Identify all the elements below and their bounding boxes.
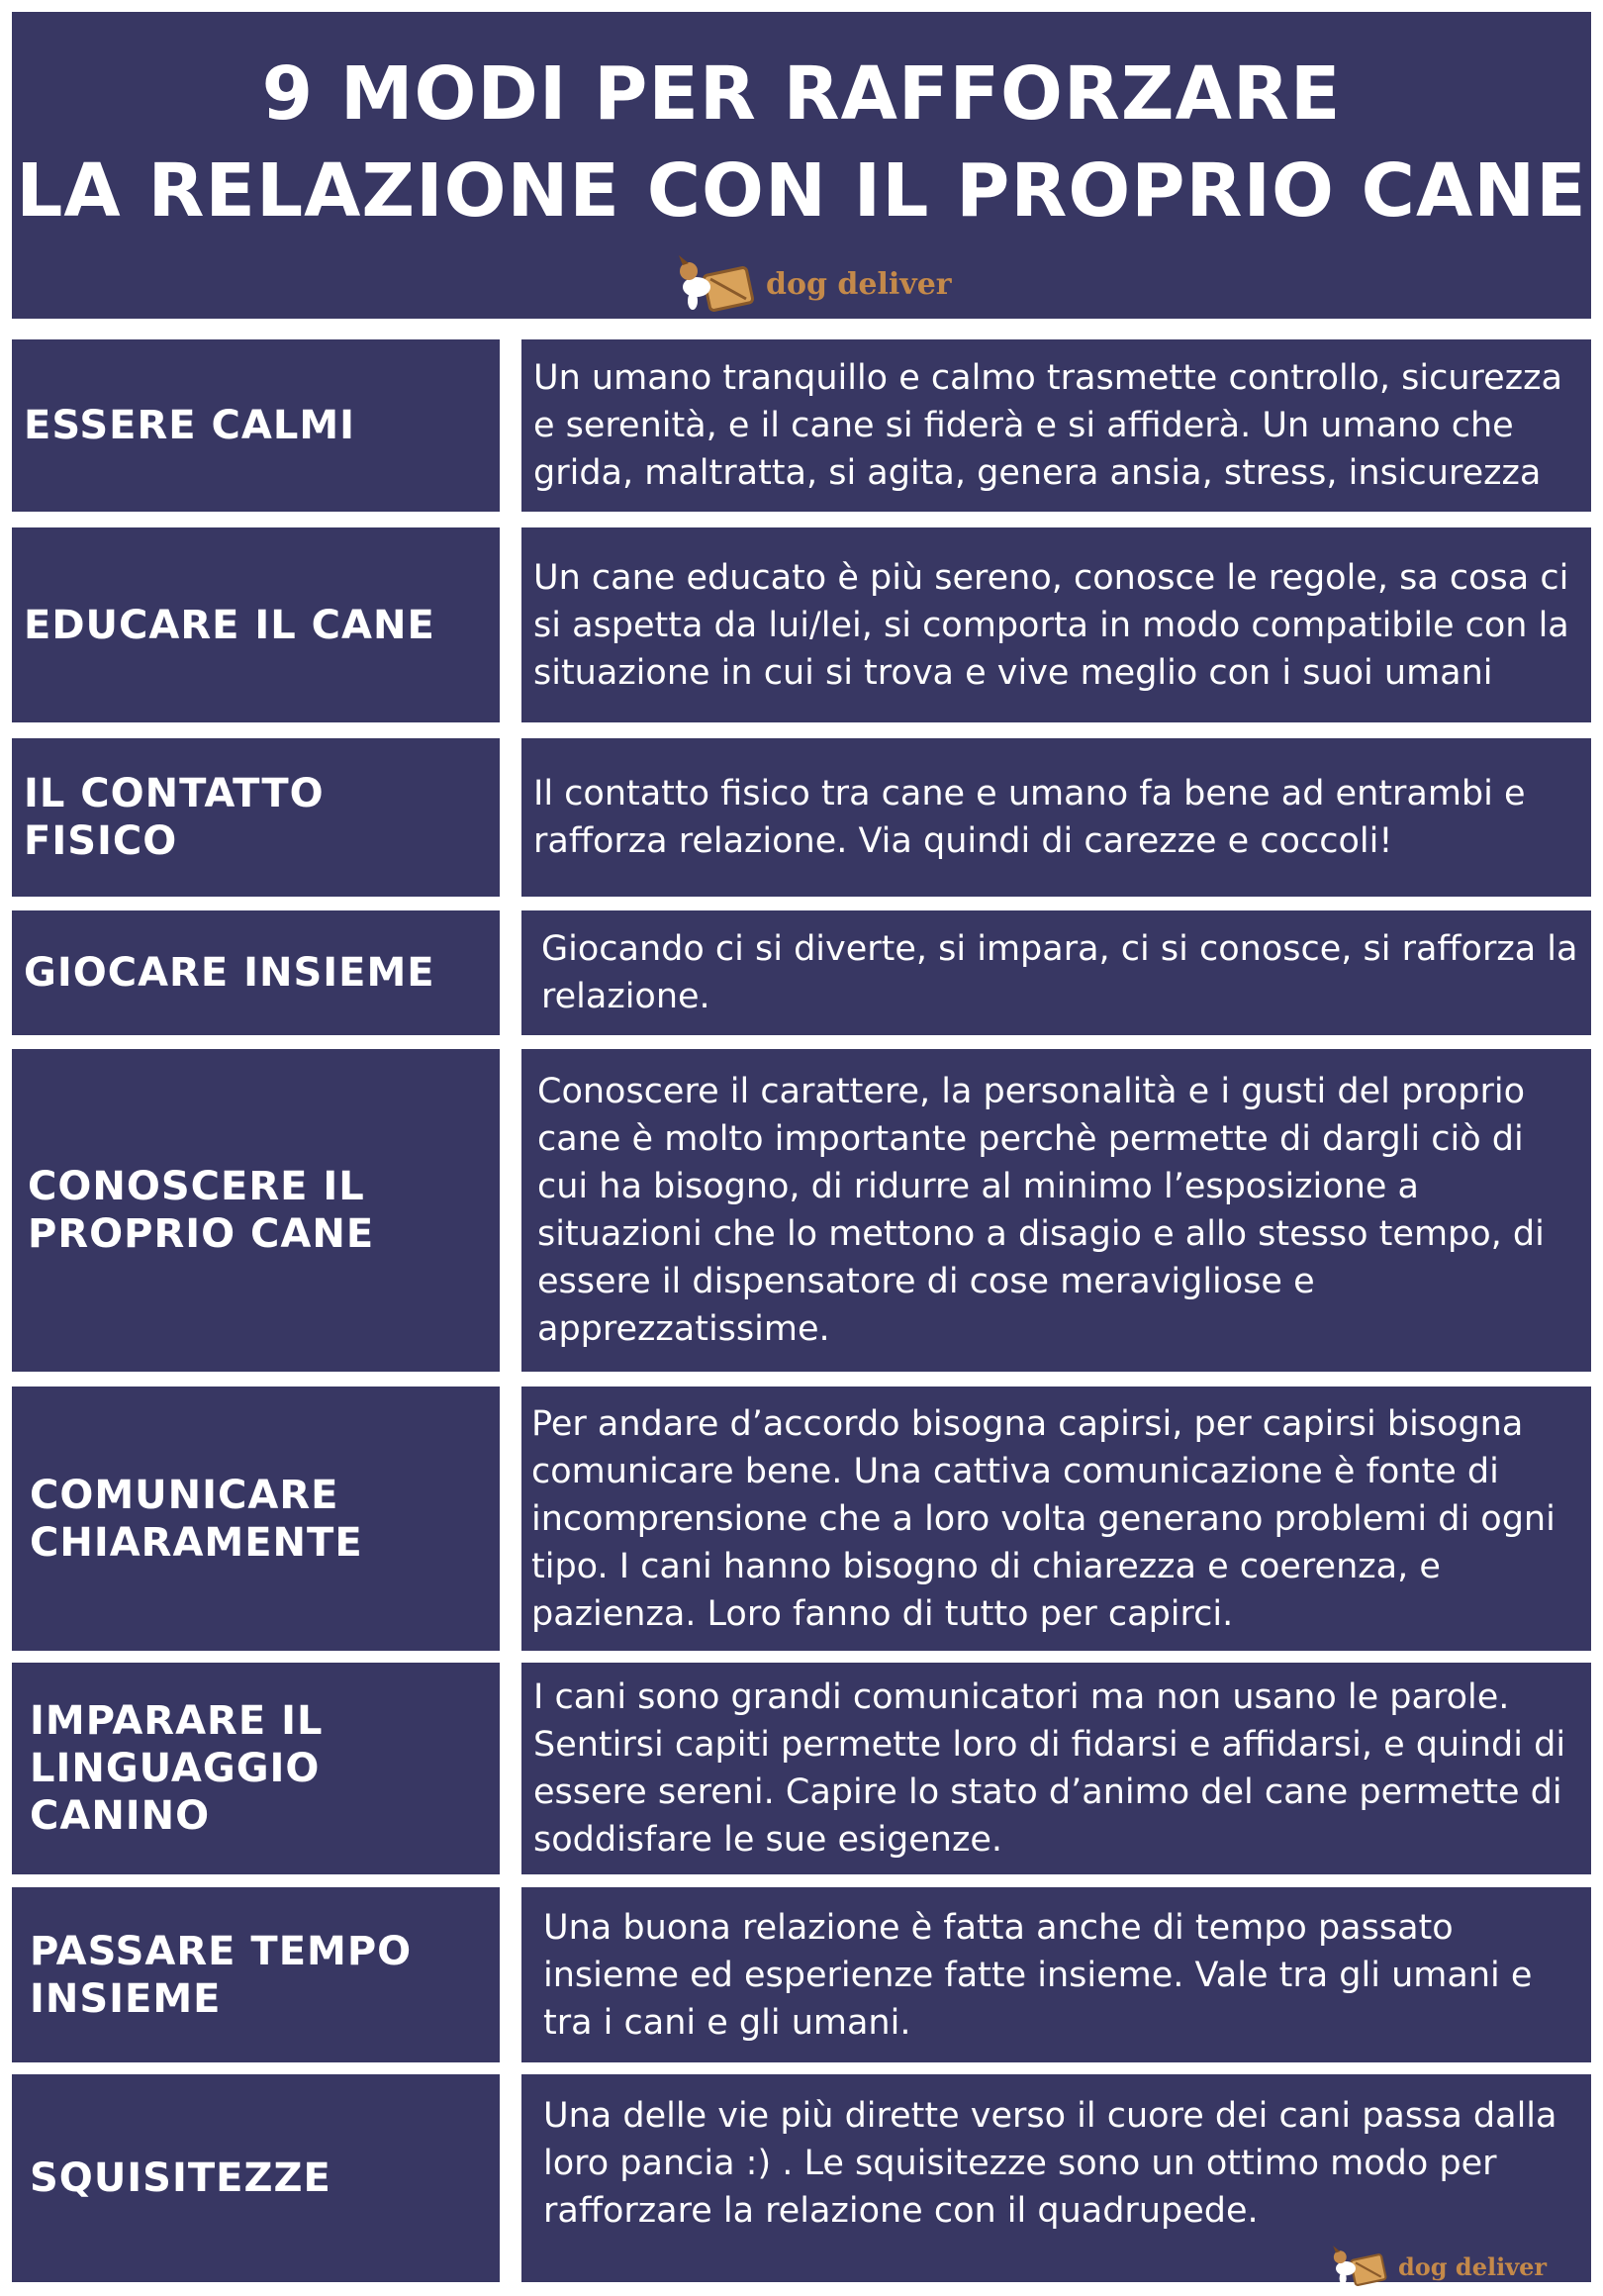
- row-desc-contatto-fisico: [521, 738, 1591, 897]
- row-desc-text: Una buona relazione è fatta anche di tempo passato insieme ed esperienze fatte insieme. Vale tra gli umani e tra i cani e gli umani.: [543, 1907, 1533, 2043]
- row-label-text: GIOCARE INSIEME: [24, 950, 435, 996]
- row-desc-conoscere-il-proprio-cane: [521, 1049, 1591, 1372]
- row-desc-text: Una delle vie più dirette verso il cuore dei cani passa dalla loro pancia :) . Le squisitezze sono un ottimo modo per rafforzare la relazione con il quadrupede.: [543, 2096, 1557, 2231]
- title-line-1: 9 MODI PER RAFFORZARE: [261, 51, 1342, 137]
- row-label-comunicare-chiaramente: [12, 1387, 500, 1651]
- row-label-giocare-insieme: [12, 910, 500, 1035]
- row-label-text: EDUCARE IL CANE: [24, 602, 435, 648]
- row-label-text: CONOSCERE IL PROPRIO CANE: [28, 1164, 375, 1257]
- row-desc-giocare-insieme: [521, 910, 1591, 1035]
- row-label-conoscere-il-proprio-cane: [12, 1049, 500, 1372]
- title-line-2: LA RELAZIONE CON IL PROPRIO CANE: [16, 148, 1587, 234]
- row-desc-text: Il contatto fisico tra cane e umano fa bene ad entrambi e rafforza relazione. Via quindi di carezze e coccoli!: [533, 774, 1526, 861]
- footer-logo: [1331, 2242, 1547, 2291]
- row-label-text: ESSERE CALMI: [24, 403, 356, 448]
- row-desc-passare-tempo-insieme: [521, 1887, 1591, 2062]
- row-desc-comunicare-chiaramente: [521, 1387, 1591, 1651]
- row-desc-imparare-il-linguaggio-canino: [521, 1663, 1591, 1874]
- dog-logo-icon: [677, 249, 758, 319]
- row-desc-text: I cani sono grandi comunicatori ma non usano le parole. Sentirsi capiti permette loro di fidarsi e affidarsi, e quindi di essere sereni. Capire lo stato d’animo del cane permette di soddisfare le sue esigenze.: [533, 1677, 1566, 1860]
- header-panel: [12, 12, 1591, 319]
- row-label-text: IL CONTATTO FISICO: [24, 771, 325, 864]
- row-label-squisitezze: [12, 2074, 500, 2282]
- footer-brand-text: dog deliver: [1398, 2251, 1548, 2281]
- row-label-text: PASSARE TEMPO INSIEME: [30, 1928, 413, 2022]
- row-desc-text: Per andare d’accordo bisogna capirsi, per capirsi bisogna comunicare bene. Una cattiva comunicazione è fonte di incomprensione che a loro volta generano problemi di ogni tipo. I cani hanno bisogno di chiarezza e coerenza, e pazienza. Loro fanno di tutto per capirci.: [531, 1403, 1556, 1634]
- row-desc-essere-calmi: [521, 339, 1591, 512]
- header-logo: [677, 249, 952, 319]
- row-desc-educare-il-cane: [521, 527, 1591, 722]
- row-desc-text: Giocando ci si diverte, si impara, ci si conosce, si rafforza la relazione.: [541, 929, 1578, 1016]
- row-label-text: IMPARARE IL LINGUAGGIO CANINO: [30, 1698, 324, 1839]
- row-label-passare-tempo-insieme: [12, 1887, 500, 2062]
- row-label-text: COMUNICARE CHIARAMENTE: [30, 1472, 363, 1566]
- header-brand-text: dog deliver: [766, 266, 952, 302]
- row-label-imparare-il-linguaggio-canino: [12, 1663, 500, 1874]
- row-label-essere-calmi: [12, 339, 500, 512]
- row-label-text: SQUISITEZZE: [30, 2155, 331, 2201]
- row-label-educare-il-cane: [12, 527, 500, 722]
- dog-logo-icon: [1331, 2242, 1390, 2291]
- row-desc-text: Un umano tranquillo e calmo trasmette controllo, sicurezza e serenità, e il cane si fiderà e si affiderà. Un umano che grida, maltratta, si agita, genera ansia, stress, insicurezza: [533, 358, 1562, 493]
- row-desc-text: Un cane educato è più sereno, conosce le regole, sa cosa ci si aspetta da lui/lei, si comporta in modo compatibile con la situazione in cui si trova e vive meglio con i suoi umani: [533, 557, 1569, 693]
- row-desc-text: Conoscere il carattere, la personalità e i gusti del proprio cane è molto importante perchè permette di dargli ciò di cui ha bisogno, di ridurre al minimo l’esposizione a situazioni che lo mettono a disagio e allo stesso tempo, di essere il dispensatore di cose meravigliose e apprezzatissime.: [537, 1072, 1545, 1349]
- row-label-contatto-fisico: [12, 738, 500, 897]
